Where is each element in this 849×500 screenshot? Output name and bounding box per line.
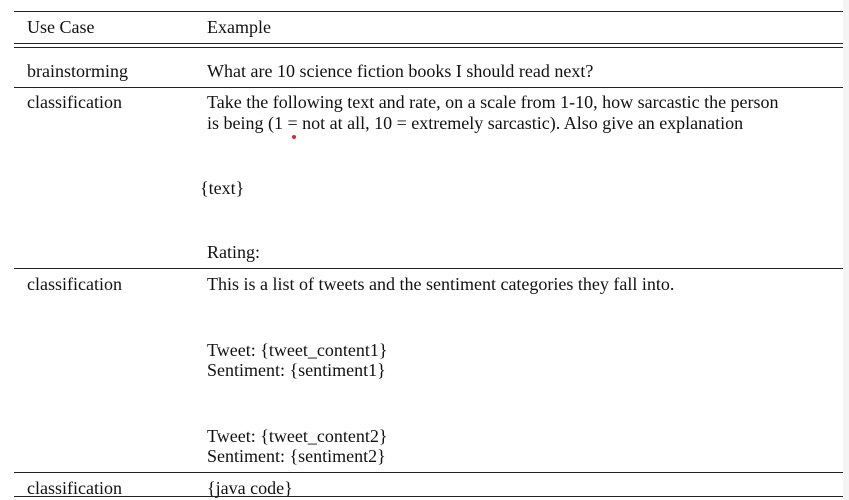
row2-bottom-rule — [14, 268, 844, 269]
row2-example-text-placeholder: {text} — [200, 178, 245, 198]
row3-example-sentiment2: Sentiment: {sentiment2} — [207, 446, 386, 466]
row2-example-line1: Take the following text and rate, on a scale from 1-10, how sarcastic the person — [207, 92, 779, 112]
header-rule-1 — [14, 43, 844, 44]
header-example: Example — [207, 17, 271, 37]
row1-use-case: brainstorming — [27, 61, 128, 81]
row2-example-rating: Rating: — [207, 242, 260, 262]
page-edge-shadow — [843, 0, 849, 500]
row3-example-tweet2: Tweet: {tweet_content2} — [207, 426, 388, 446]
header-use-case: Use Case — [27, 17, 95, 37]
row4-example: {java code} — [207, 478, 293, 498]
row2-use-case: classification — [27, 92, 122, 112]
row2-example-line2: is being (1 = not at all, 10 = extremely sarcastic). Also give an explanation — [207, 113, 744, 133]
row3-example-line1: This is a list of tweets and the sentiment categories they fall into. — [207, 274, 675, 294]
red-mark-dot — [292, 135, 296, 139]
row3-example-tweet1: Tweet: {tweet_content1} — [207, 340, 388, 360]
table-top-rule — [14, 11, 844, 12]
row4-partial-rule — [14, 496, 844, 497]
header-rule-2 — [14, 47, 844, 48]
row3-bottom-rule — [14, 472, 844, 473]
row3-use-case: classification — [27, 274, 122, 294]
row3-example-sentiment1: Sentiment: {sentiment1} — [207, 360, 386, 380]
row1-example: What are 10 science fiction books I should read next? — [207, 61, 594, 81]
row1-bottom-rule — [14, 87, 844, 88]
row4-use-case: classification — [27, 478, 122, 498]
